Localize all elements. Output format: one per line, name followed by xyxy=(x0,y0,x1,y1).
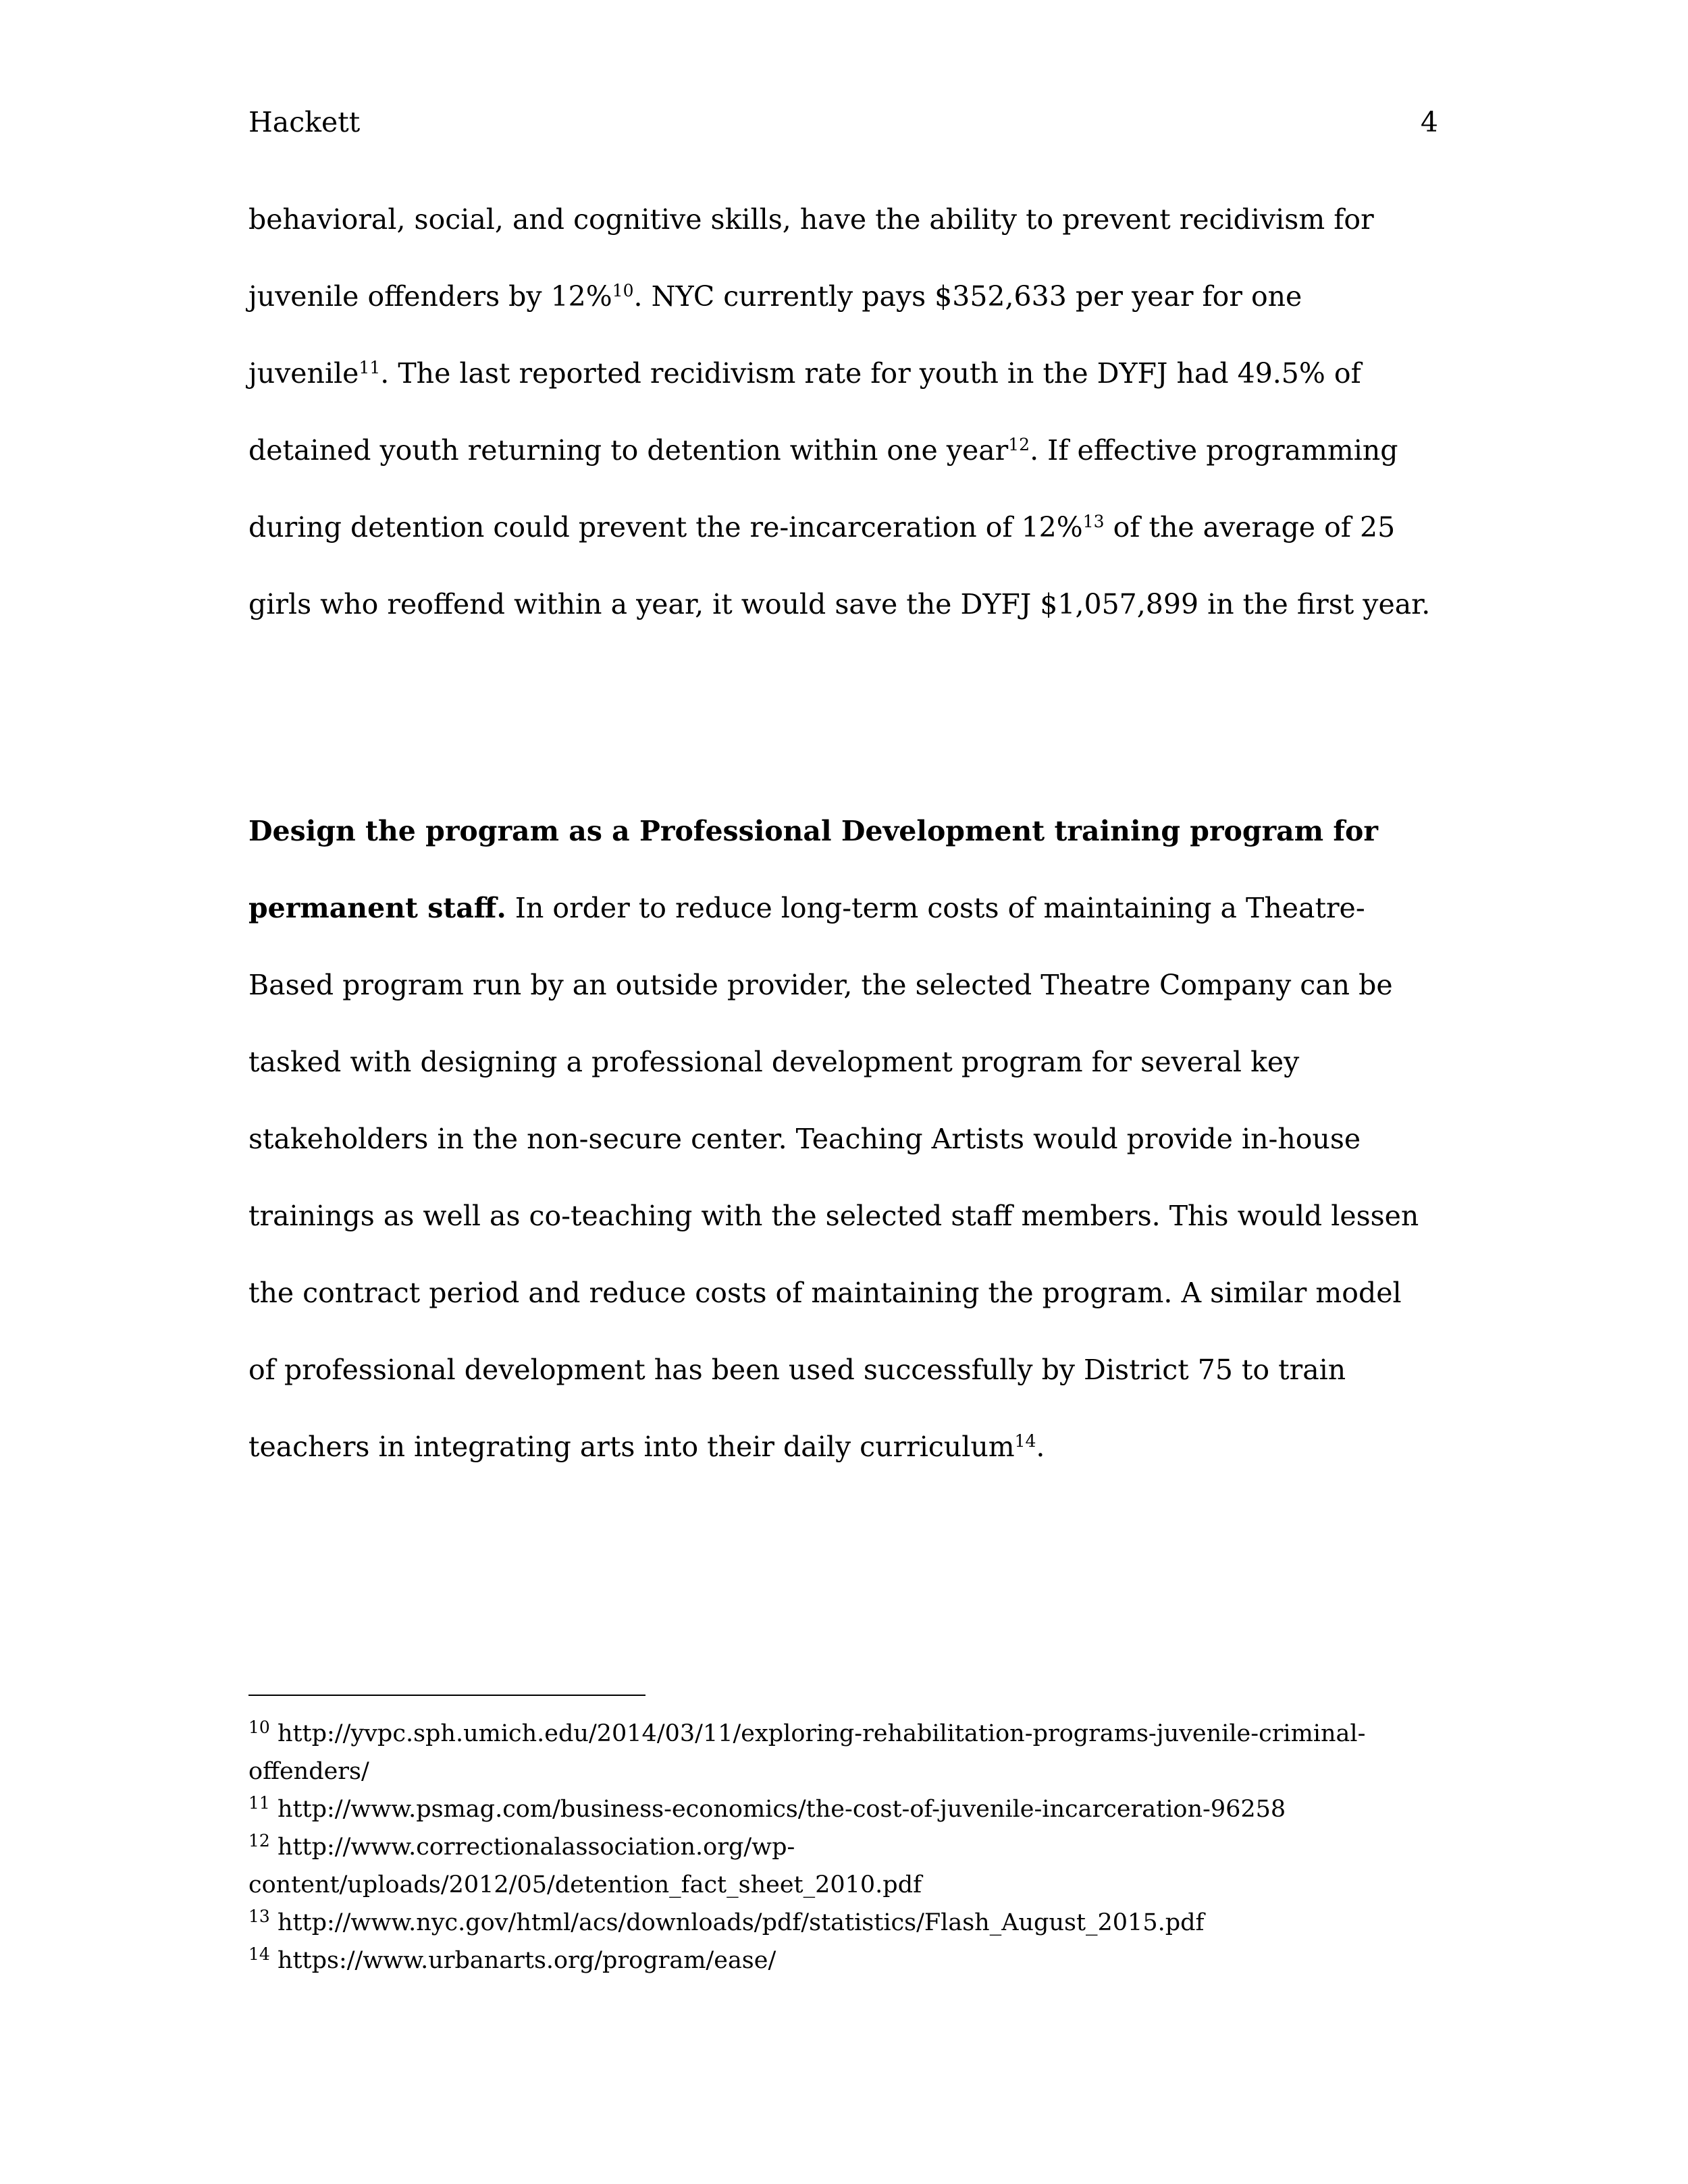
paragraph-line: trainings as well as co-teaching with the selected staff members. This would lessen xyxy=(248,1200,1419,1232)
paragraph-line: of professional development has been used successfully by District 75 to train xyxy=(248,1354,1346,1386)
running-header xyxy=(248,100,1438,147)
footnote-link[interactable]: http://www.nyc.gov/html/acs/downloads/pdf/statistics/Flash_August_2015.pdf xyxy=(269,1909,1205,1936)
paragraph-line: girls who reoffend within a year, it would save the DYFJ $1,057,899 in the first year. xyxy=(248,588,1431,620)
footnote-link[interactable]: http://www.psmag.com/business-economics/the-cost-of-juvenile-incarceration-96258 xyxy=(269,1796,1286,1823)
paragraph-line: stakeholders in the non-secure center. Teaching Artists would provide in-house xyxy=(248,1123,1361,1155)
footnote xyxy=(248,1942,1444,1979)
paragraph-line: the contract period and reduce costs of maintaining the program. A similar model xyxy=(248,1277,1402,1309)
footnote-ref: 14 xyxy=(1014,1431,1036,1451)
footnote-number: 12 xyxy=(248,1831,270,1850)
paragraph-professional-development xyxy=(248,793,1444,1485)
footnote xyxy=(248,1904,1444,1942)
footnote xyxy=(248,1715,1444,1790)
paragraph-line: teachers in integrating arts into their daily curriculum$^{14}$. xyxy=(248,1431,1045,1463)
paragraph-line: during detention could prevent the re-incarceration of 12%$^{13}$ of the average of 25 xyxy=(248,511,1396,543)
footnote-link[interactable]: http://www.correctionalassociation.org/wp-content/uploads/2012/05/detention_fact_sheet_2010.pdf xyxy=(248,1834,922,1898)
paragraph-line: juvenile offenders by 12%$^{10}$. NYC currently pays $352,633 per year for one xyxy=(248,280,1302,313)
footnote-separator xyxy=(248,1695,645,1696)
footnote-number: 14 xyxy=(248,1944,270,1964)
footnote-number: 10 xyxy=(248,1717,270,1737)
paragraph-line: Based program run by an outside provider, the selected Theatre Company can be xyxy=(248,969,1393,1001)
footnote-ref: 13 xyxy=(1082,512,1105,531)
footnote-link[interactable]: http://yvpc.sph.umich.edu/2014/03/11/exploring-rehabilitation-programs-juvenile-criminal-offenders/ xyxy=(248,1720,1366,1785)
paragraph-line: permanent staff. In order to reduce long-term costs of maintaining a Theatre- xyxy=(248,892,1365,924)
footnote-ref: 12 xyxy=(1008,435,1030,454)
paragraph-cost-savings xyxy=(248,181,1444,643)
paragraph-line: tasked with designing a professional development program for several key xyxy=(248,1046,1300,1078)
footnote-ref: 10 xyxy=(612,281,634,300)
paragraph-line: juvenile$^{11}$. The last reported recidivism rate for youth in the DYFJ had 49.5% of xyxy=(248,357,1361,390)
footnote-link[interactable]: https://www.urbanarts.org/program/ease/ xyxy=(269,1947,776,1974)
footnotes xyxy=(248,1715,1444,1979)
page-number: 4 xyxy=(1420,106,1438,138)
footnote-number: 11 xyxy=(248,1793,270,1813)
header-author: Hackett xyxy=(248,106,361,138)
section-heading-end: permanent staff. xyxy=(248,892,506,924)
footnote xyxy=(248,1828,1444,1904)
footnote-ref: 11 xyxy=(359,358,381,377)
footnote xyxy=(248,1790,1444,1828)
section-heading: Design the program as a Professional Development training program for xyxy=(248,815,1378,847)
paragraph-line: detained youth returning to detention within one year$^{12}$. If effective programming xyxy=(248,434,1398,467)
footnote-number: 13 xyxy=(248,1907,270,1926)
paragraph-line: behavioral, social, and cognitive skills, have the ability to prevent recidivism for xyxy=(248,203,1374,236)
